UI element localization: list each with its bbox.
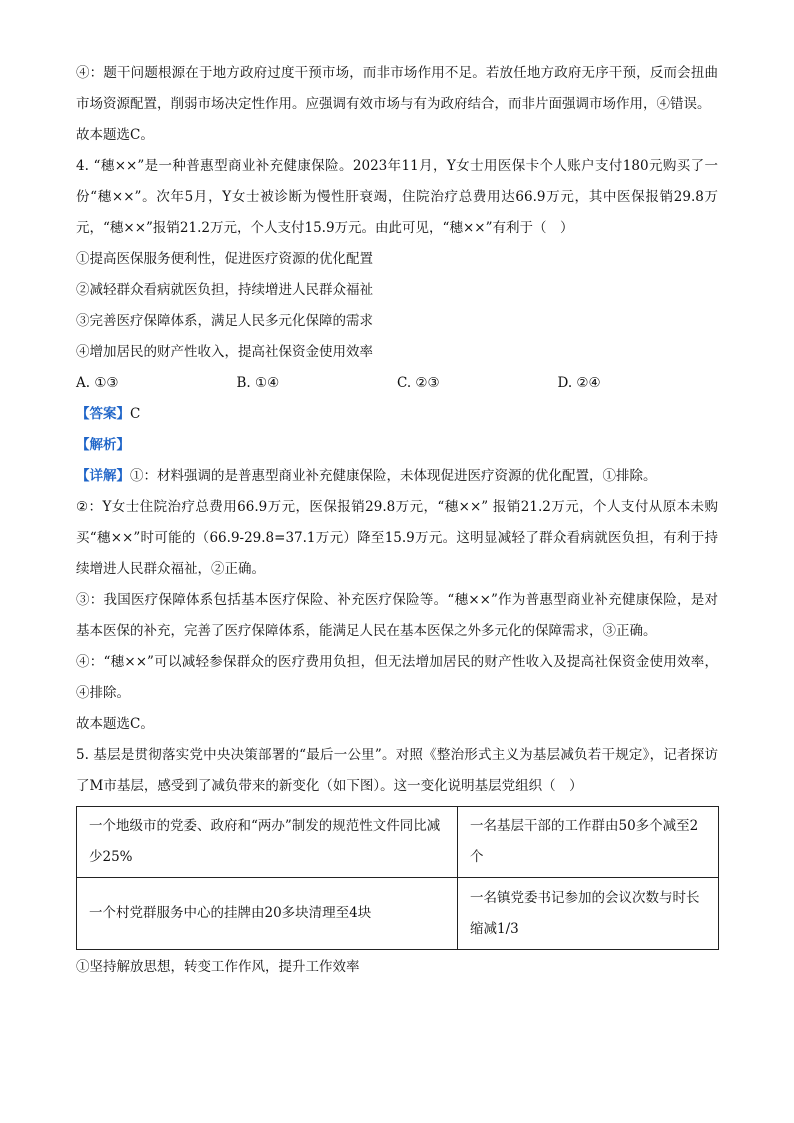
q4-detail-4: ④：“穗××”可以减轻参保群众的医疗费用负担，但无法增加居民的财产性收入及提高社保资金使用效率，④排除。 bbox=[76, 654, 718, 701]
q4-detail-1: 【详解】①：材料强调的是普惠型商业补充健康保险，未体现促进医疗资源的优化配置，①排除。 bbox=[76, 468, 657, 484]
q4-options bbox=[76, 368, 718, 399]
prev-conclusion: 故本题选C。 bbox=[76, 127, 154, 143]
q4-detail-2: ②：Y女士住院治疗总费用66.9万元，医保报销29.8万元，“穗××” 报销21.2万元，个人支付从原本未购买“穗××”时可能的（66.9-29.8=37.1万元）降至15.9万元。这明显减轻了群众看病就医负担，有利于持续增进人民群众福祉，②正确。 bbox=[76, 499, 718, 577]
q4-conclusion: 故本题选C。 bbox=[76, 716, 154, 732]
table-cell: 一个村党群服务中心的挂牌由20多块清理至4块 bbox=[77, 878, 458, 950]
table-row bbox=[77, 878, 719, 950]
q4-option-b: B. ①④ bbox=[236, 375, 280, 391]
table-row bbox=[77, 807, 719, 878]
q5-item-1: ①坚持解放思想，转变工作作风，提升工作效率 bbox=[76, 959, 360, 975]
prev-analysis-item4: ④：题干问题根源在于地方政府过度干预市场，而非市场作用不足。若放任地方政府无序干预，反而会扭曲市场资源配置，削弱市场决定性作用。应强调有效市场与有为政府结合，而非片面强调市场作用，④错误。 bbox=[76, 65, 718, 112]
q4-option-d: D. ②④ bbox=[557, 375, 601, 391]
detail-label: 【详解】 bbox=[76, 468, 130, 484]
q4-item-1: ①提高医保服务便利性，促进医疗资源的优化配置 bbox=[76, 251, 373, 267]
table-cell: 一名镇党委书记参加的会议次数与时长缩减1/3 bbox=[458, 878, 719, 950]
analysis-label: 【解析】 bbox=[76, 437, 130, 453]
q4-stem: 4. “穗××”是一种普惠型商业补充健康保险。2023年11月，Y女士用医保卡个人账户支付180元购买了一份“穗××”。次年5月，Y女士被诊断为慢性肝衰竭，住院治疗总费用达66.9万元，其中医保报销29.8万元，“穗××”报销21.2万元，个人支付15.9万元。由此可见，“穗××”有利于（ ） bbox=[76, 158, 718, 236]
q4-analysis-heading bbox=[76, 430, 718, 461]
q4-detail-3: ③：我国医疗保障体系包括基本医疗保险、补充医疗保险等。“穗××”作为普惠型商业补充健康保险，是对基本医保的补充，完善了医疗保障体系，能满足人民在基本医保之外多元化的保障需求，③正确。 bbox=[76, 592, 718, 639]
table-cell: 一名基层干部的工作群由50多个减至2个 bbox=[458, 807, 719, 878]
table-cell: 一个地级市的党委、政府和“两办”制发的规范性文件同比减少25% bbox=[77, 807, 458, 878]
q4-item-3: ③完善医疗保障体系，满足人民多元化保障的需求 bbox=[76, 313, 373, 329]
q5-table bbox=[76, 806, 719, 950]
answer-value: C bbox=[130, 406, 141, 422]
q4-item-2: ②减轻群众看病就医负担，持续增进人民群众福祉 bbox=[76, 282, 373, 298]
q4-option-c: C. ②③ bbox=[397, 375, 440, 391]
q4-item-4: ④增加居民的财产性收入，提高社保资金使用效率 bbox=[76, 344, 373, 360]
document-content bbox=[76, 58, 718, 983]
answer-label: 【答案】 bbox=[76, 406, 130, 422]
q4-option-a: A. ①③ bbox=[76, 375, 119, 391]
q5-stem: 5. 基层是贯彻落实党中央决策部署的“最后一公里”。对照《整治形式主义为基层减负若干规定》，记者探访了M市基层，感受到了减负带来的新变化（如下图）。这一变化说明基层党组织（ ） bbox=[76, 747, 718, 794]
q4-answer bbox=[76, 399, 718, 430]
